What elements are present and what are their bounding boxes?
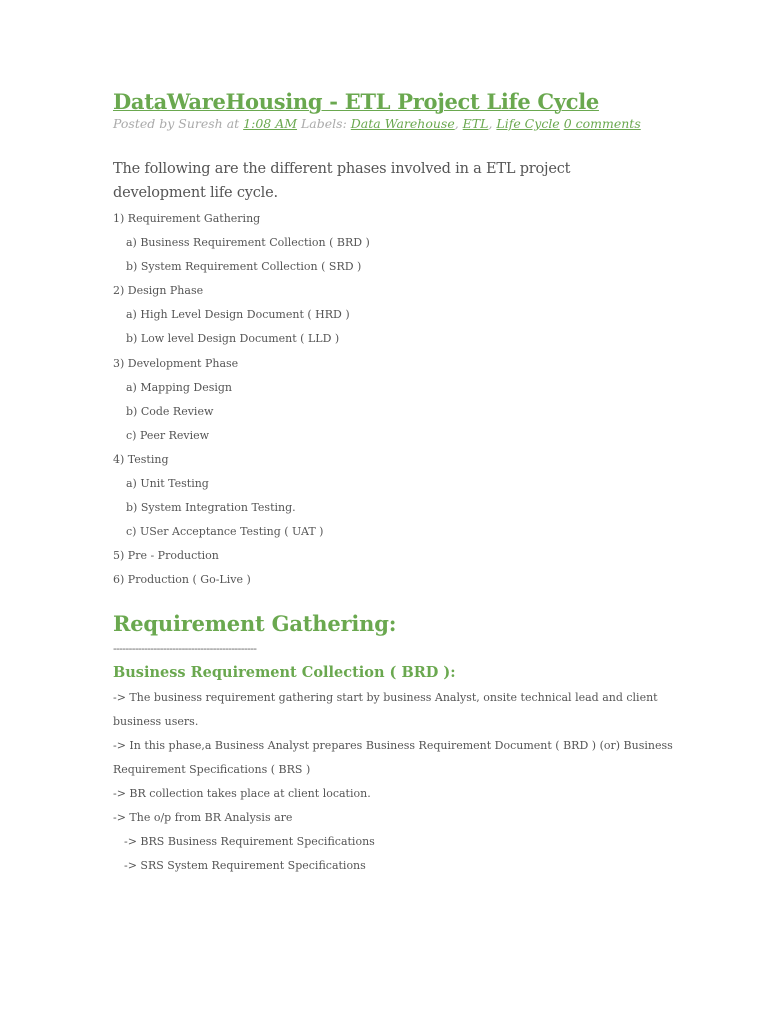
- phase-subitem: b) System Requirement Collection ( SRD ): [126, 260, 362, 274]
- phase-subitem: b) System Integration Testing.: [126, 501, 296, 515]
- phase-subitem: b) Low level Design Document ( LLD ): [126, 332, 340, 346]
- phase-subitem: a) Business Requirement Collection ( BRD ): [126, 236, 370, 250]
- phase-item: 6) Production ( Go-Live ): [113, 573, 251, 587]
- body-line: Requirement Specifications ( BRS ): [113, 762, 311, 776]
- phase-item: 5) Pre - Production: [113, 549, 219, 563]
- body-line: -> The business requirement gathering start by business Analyst, onsite technical lead and client: [113, 690, 658, 704]
- label-link-life-cycle[interactable]: Life Cycle: [496, 116, 560, 131]
- post-title[interactable]: DataWareHousing - ETL Project Life Cycle: [113, 89, 599, 114]
- body-line: -> In this phase,a Business Analyst prepares Business Requirement Document ( BRD ) (or) Business: [113, 738, 673, 752]
- subsection-heading: Business Requirement Collection ( BRD ):: [113, 663, 456, 681]
- phase-item: 2) Design Phase: [113, 284, 204, 298]
- phase-list: [113, 207, 673, 593]
- phase-item: 3) Development Phase: [113, 356, 239, 370]
- body-line: -> The o/p from BR Analysis are: [113, 810, 293, 824]
- dashed-divider: ----------------------------------------------: [113, 641, 257, 655]
- phase-subitem: b) Code Review: [126, 404, 214, 418]
- labels-prefix: Labels:: [297, 116, 351, 131]
- phase-subitem: a) Mapping Design: [126, 380, 233, 394]
- intro-paragraph: The following are the different phases involved in a ETL project development life cycle.: [113, 161, 571, 201]
- body-line: business users.: [113, 714, 199, 728]
- label-link-etl[interactable]: ETL: [462, 116, 489, 131]
- label-separator: ,: [488, 116, 497, 131]
- body-line: -> BR collection takes place at client location.: [113, 786, 371, 800]
- label-separator: ,: [454, 116, 463, 131]
- posted-by-text: Posted by Suresh at: [113, 116, 244, 131]
- label-link-data-warehouse[interactable]: Data Warehouse: [350, 116, 455, 131]
- phase-subitem: a) Unit Testing: [126, 477, 209, 491]
- phase-item: 4) Testing: [113, 452, 169, 466]
- body-subline: -> SRS System Requirement Specifications: [124, 859, 366, 873]
- phase-subitem: a) High Level Design Document ( HRD ): [126, 308, 350, 322]
- phase-subitem: c) USer Acceptance Testing ( UAT ): [126, 525, 324, 539]
- phase-subitem: c) Peer Review: [126, 428, 210, 442]
- post-time-link[interactable]: 1:08 AM: [243, 116, 298, 131]
- phase-item: 1) Requirement Gathering: [113, 212, 261, 225]
- comments-link[interactable]: 0 comments: [563, 116, 641, 131]
- blog-post: [113, 88, 673, 878]
- body-text: [113, 686, 673, 879]
- section-heading: Requirement Gathering:: [113, 610, 397, 636]
- post-meta: [113, 116, 673, 132]
- body-subline: -> BRS Business Requirement Specifications: [124, 835, 375, 849]
